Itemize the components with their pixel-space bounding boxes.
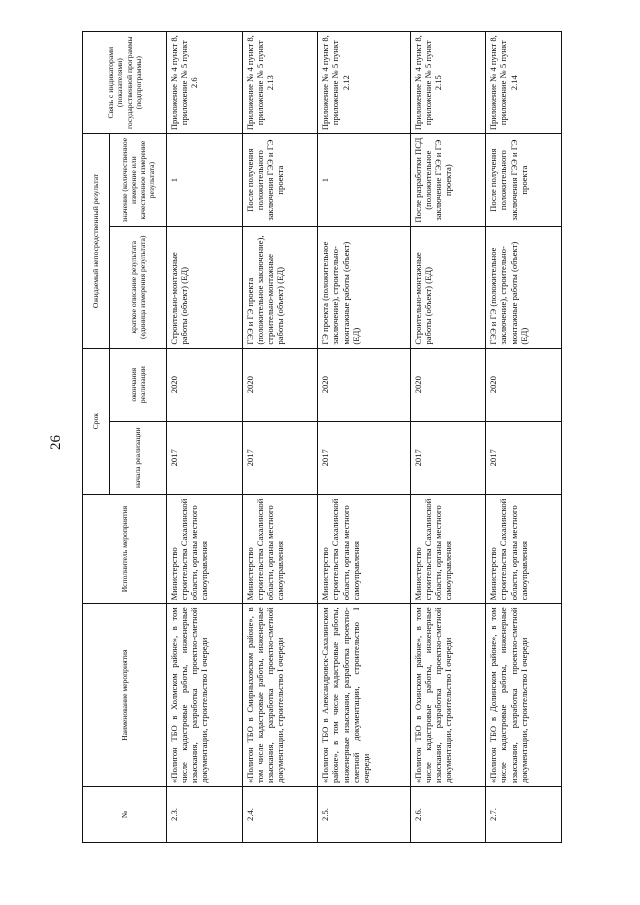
row-name: «Полигон ТБО в Охинском районе», в том числе кадастровые работы, инженерные изыскания, разработка проектно-сметной документации, строительство I очереди: [410, 604, 486, 787]
table-row: [242, 32, 318, 843]
row-indicator: Приложение № 4 пункт 8, приложение № 5 пункт 2.14: [486, 32, 562, 134]
header-result-short: краткое описание результата (единица измерения результата): [110, 226, 167, 348]
row-indicator: Приложение № 4 пункт 8, приложение № 5 пункт 2.15: [410, 32, 486, 134]
row-indicator: Приложение № 4 пункт 8, приложение № 5 пункт 2.6: [167, 32, 243, 134]
row-name: «Полигон ТБО в Долинском районе», в том числе кадастровые работы, инженерные изыскания, разработка проектно-сметной документации, строительство I очереди: [486, 604, 562, 787]
row-name: «Полигон ТБО в Александровск-Сахалинском районе», в том числе кадастровые работы, инженерные изыскания, разработка проектно-сметной документации, строительство I очереди: [318, 604, 410, 787]
row-result-short: Строительно-монтажные работы (объект) (ЕД): [410, 226, 486, 348]
row-result-short: ГЭЭ и ГЭ (положительное заключение), строительно-монтажные работы (объект) (ЕД): [486, 226, 562, 348]
row-start: 2017: [318, 421, 410, 494]
row-result-short: ГЭ проекта (положительное заключение), строительно-монтажные работы (объект) (ЕД): [318, 226, 410, 348]
row-start: 2017: [410, 421, 486, 494]
row-num: 2.7.: [486, 787, 562, 843]
header-result-value: значение (количественное измерение или качественное измерение результата): [110, 134, 167, 227]
row-executor: Министерство строительства Сахалинской области, органы местного самоуправления: [410, 494, 486, 604]
row-result-value: После получения положительного заключения ГЭЭ и ГЭ проекта: [486, 134, 562, 227]
header-row-1: [83, 32, 110, 843]
table-row: [167, 32, 243, 843]
header-name: Наименование мероприятия: [83, 604, 167, 787]
header-term-end: окончания реализации: [110, 348, 167, 421]
row-result-short: ГЭЭ и ГЭ проекта (положительное заключение), строительно-монтажные работы (объект) (ЕД): [242, 226, 318, 348]
rotated-table-container: [82, 31, 562, 843]
row-end: 2020: [318, 348, 410, 421]
row-start: 2017: [167, 421, 243, 494]
table-row: [486, 32, 562, 843]
row-end: 2020: [167, 348, 243, 421]
header-executor: Исполнитель мероприятия: [83, 494, 167, 604]
measures-table: [82, 31, 562, 843]
row-end: 2020: [410, 348, 486, 421]
row-executor: Министерство строительства Сахалинской области, органы местного самоуправления: [486, 494, 562, 604]
row-start: 2017: [242, 421, 318, 494]
header-num: №: [83, 787, 167, 843]
header-indicator: Связь с индикаторами (показателями) государственной программы (подпрограммы): [83, 32, 167, 134]
page-number: 26: [48, 435, 64, 450]
row-num: 2.3.: [167, 787, 243, 843]
row-indicator: Приложение № 4 пункт 8, приложение № 5 пункт 2.12: [318, 32, 410, 134]
row-start: 2017: [486, 421, 562, 494]
row-num: 2.6.: [410, 787, 486, 843]
row-executor: Министерство строительства Сахалинской области, органы местного самоуправления: [242, 494, 318, 604]
row-name: «Полигон ТБО в Смирныховском районе», в том числе кадастровые работы, инженерные изыскания, разработка проектно-сметной документации, строительство I очереди: [242, 604, 318, 787]
row-result-value: После разработки ПСД (положительное заключение ГЭЭ и ГЭ проекта): [410, 134, 486, 227]
row-num: 2.5.: [318, 787, 410, 843]
row-result-short: Строительно-монтажные работы (объект) (ЕД): [167, 226, 243, 348]
row-executor: Министерство строительства Сахалинской области, органы местного самоуправления: [167, 494, 243, 604]
row-executor: Министерство строительства Сахалинской области, органы местного самоуправления: [318, 494, 410, 604]
row-end: 2020: [486, 348, 562, 421]
header-term-start: начала реализации: [110, 421, 167, 494]
header-result: Ожидаемый непосредственный результат: [83, 134, 110, 348]
row-result-value: 1: [167, 134, 243, 227]
row-result-value: После получения положительного заключения ГЭЭ и ГЭ проекта: [242, 134, 318, 227]
row-name: «Полигон ТБО в Холмском районе», в том числе кадастровые работы, инженерные изыскания, разработка проектно-сметной документации, строительство I очереди: [167, 604, 243, 787]
row-result-value: 1: [318, 134, 410, 227]
header-term: Срок: [83, 348, 110, 494]
row-end: 2020: [242, 348, 318, 421]
table-row: [410, 32, 486, 843]
row-num: 2.4.: [242, 787, 318, 843]
table-row: [318, 32, 410, 843]
row-indicator: Приложение № 4 пункт 8, приложение № 5 пункт 2.13: [242, 32, 318, 134]
